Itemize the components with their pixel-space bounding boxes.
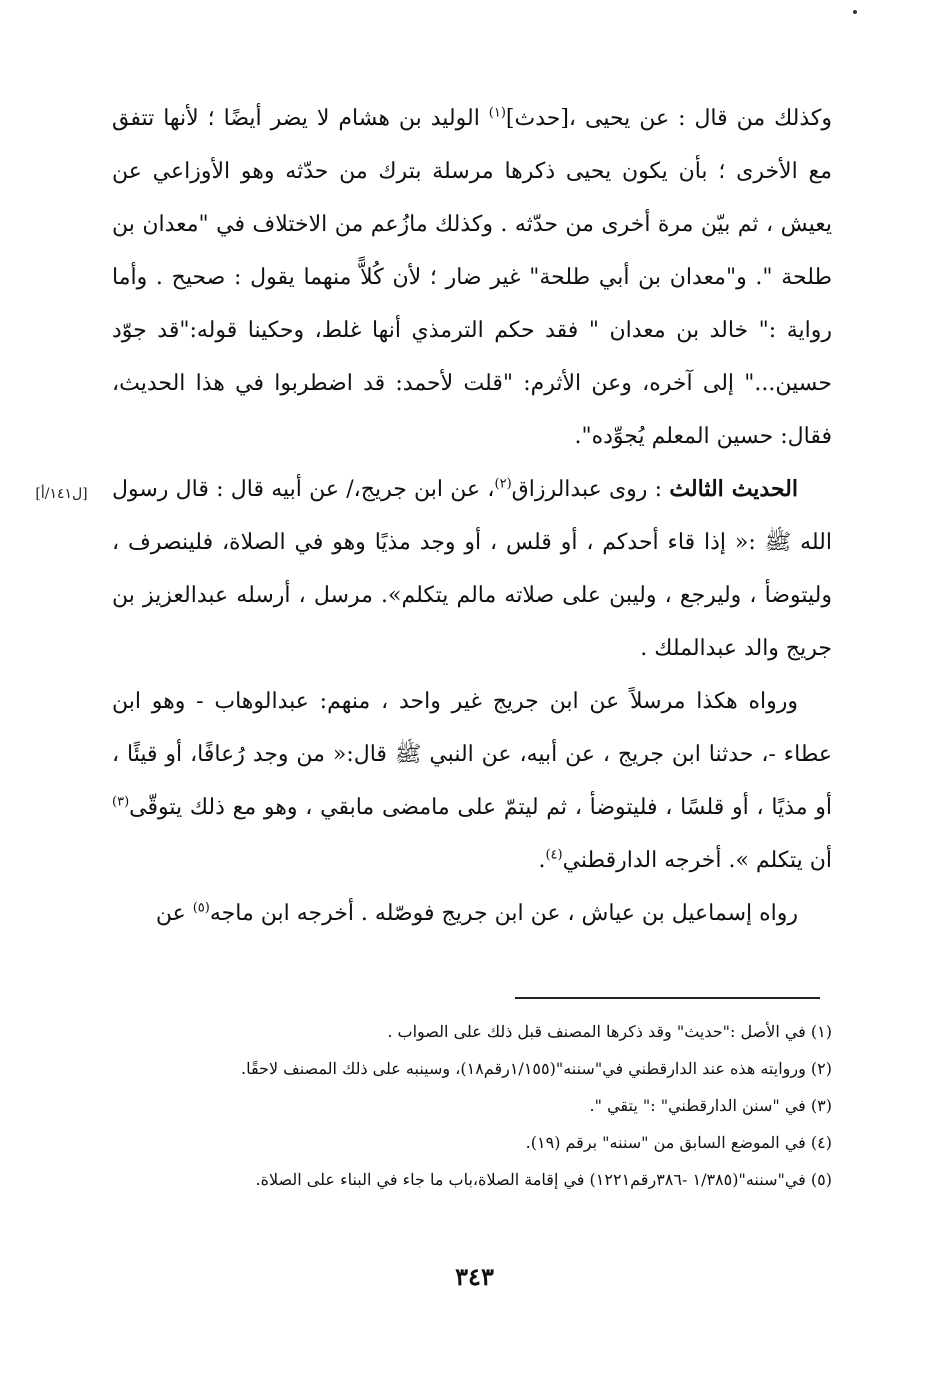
footnote-ref-2[interactable]: (٢) bbox=[494, 476, 512, 492]
page-number: ٣٤٣ bbox=[455, 1262, 494, 1291]
manuscript-folio-note: [ل١٤١/أ] bbox=[35, 486, 88, 502]
paragraph-4-text-b: عن bbox=[155, 901, 193, 926]
paragraph-2-text-b: ، عن ابن جريج،/ عن أبيه قال : قال رسول الله ﷺ :« إذا قاء أحدكم ، أو قلس ، أو وجد مذيًا وهو في الصلاة، فلينصرف ، وليتوضأ ، وليرجع ، وليبن على صلاته مالم يتكلم». مرسل ، أرسله عبدالعزيز بن جريج والد عبدالملك . bbox=[112, 477, 832, 661]
scan-speck bbox=[853, 10, 857, 14]
paragraph-4 bbox=[112, 887, 832, 940]
paragraph-1-text-b: الوليد بن هشام لا يضر أيضًا ؛ لأنها تتفق مع الأخرى ؛ بأن يكون يحيى ذكرها مرسلة بترك من حدّثه وهو الأوزاعي عن يعيش ، ثم بيّن مرة أخرى من حدّثه . وكذلك مازُعم من الاختلاف في "معدان بن طلحة ". و"معدان بن أبي طلحة" غير ضار ؛ لأن كُلاًّ منهما يقول : صحيح . وأما رواية :" خالد بن معدان " فقد حكم الترمذي أنها غلط، وحكينا قوله:"قد جوّد حسين..." إلى آخره، وعن الأثرم: "قلت لأحمد: قد اضطربوا في هذا الحديث، فقال: حسين المعلم يُجوِّده". bbox=[112, 106, 832, 449]
footnote-5: (٥) في"سننه"(١/٣٨٥ -٣٨٦رقم١٢٢١) في إقامة الصلاة،باب ما جاء في البناء على الصلاة. bbox=[255, 1170, 832, 1189]
footnote-2: (٢) وروايته هذه عند الدارقطني في"سننه"(١/١٥٥رقم١٨)، وسينبه على ذلك المصنف لاحقًا. bbox=[241, 1059, 832, 1078]
paragraph-3 bbox=[112, 675, 832, 887]
paragraph-2 bbox=[112, 463, 832, 675]
hadith-heading: الحديث الثالث bbox=[669, 476, 798, 502]
footnote-3: (٣) في "سنن الدارقطني" :" يتقي ". bbox=[589, 1096, 832, 1115]
paragraph-3-text-c: . bbox=[538, 848, 546, 873]
paragraph-3-text-b: أن يتكلم ». أخرجه الدارقطني bbox=[562, 848, 832, 873]
paragraph-2-text-a: : روى عبدالرزاق bbox=[511, 477, 670, 502]
paragraph-4-text-a: رواه إسماعيل بن عياش ، عن ابن جريج فوصّله . أخرجه ابن ماجه bbox=[209, 901, 798, 926]
footnote-ref-4[interactable]: (٤) bbox=[545, 847, 563, 863]
footnote-4: (٤) في الموضع السابق من "سننه" برقم (١٩). bbox=[525, 1133, 832, 1152]
footnote-ref-5[interactable]: (٥) bbox=[192, 900, 210, 916]
paragraph-1 bbox=[112, 92, 832, 463]
paragraph-3-text-a: ورواه هكذا مرسلاً عن ابن جريج غير واحد ، منهم: عبدالوهاب - وهو ابن عطاء -، حدثنا ابن جريج ، عن أبيه، عن النبي ﷺ قال:« من وجد رُعافًا، أو قيئًا ، أو مذيًا ، أو قلسًا ، فليتوضأ ، ثم ليتمّ على مامضى مابقي ، وهو مع ذلك يتوقّى bbox=[112, 689, 832, 820]
footnote-divider bbox=[515, 997, 820, 999]
main-text bbox=[112, 92, 832, 940]
footnote-1: (١) في الأصل :"حديث" وقد ذكرها المصنف قبل ذلك على الصواب . bbox=[387, 1022, 832, 1041]
footnotes bbox=[112, 1013, 832, 1198]
footnote-ref-1[interactable]: (١) bbox=[488, 105, 506, 121]
footnote-ref-3[interactable]: (٣) bbox=[112, 794, 130, 810]
paragraph-1-text-a: وكذلك من قال : عن يحيى ،[حدث] bbox=[505, 106, 832, 131]
